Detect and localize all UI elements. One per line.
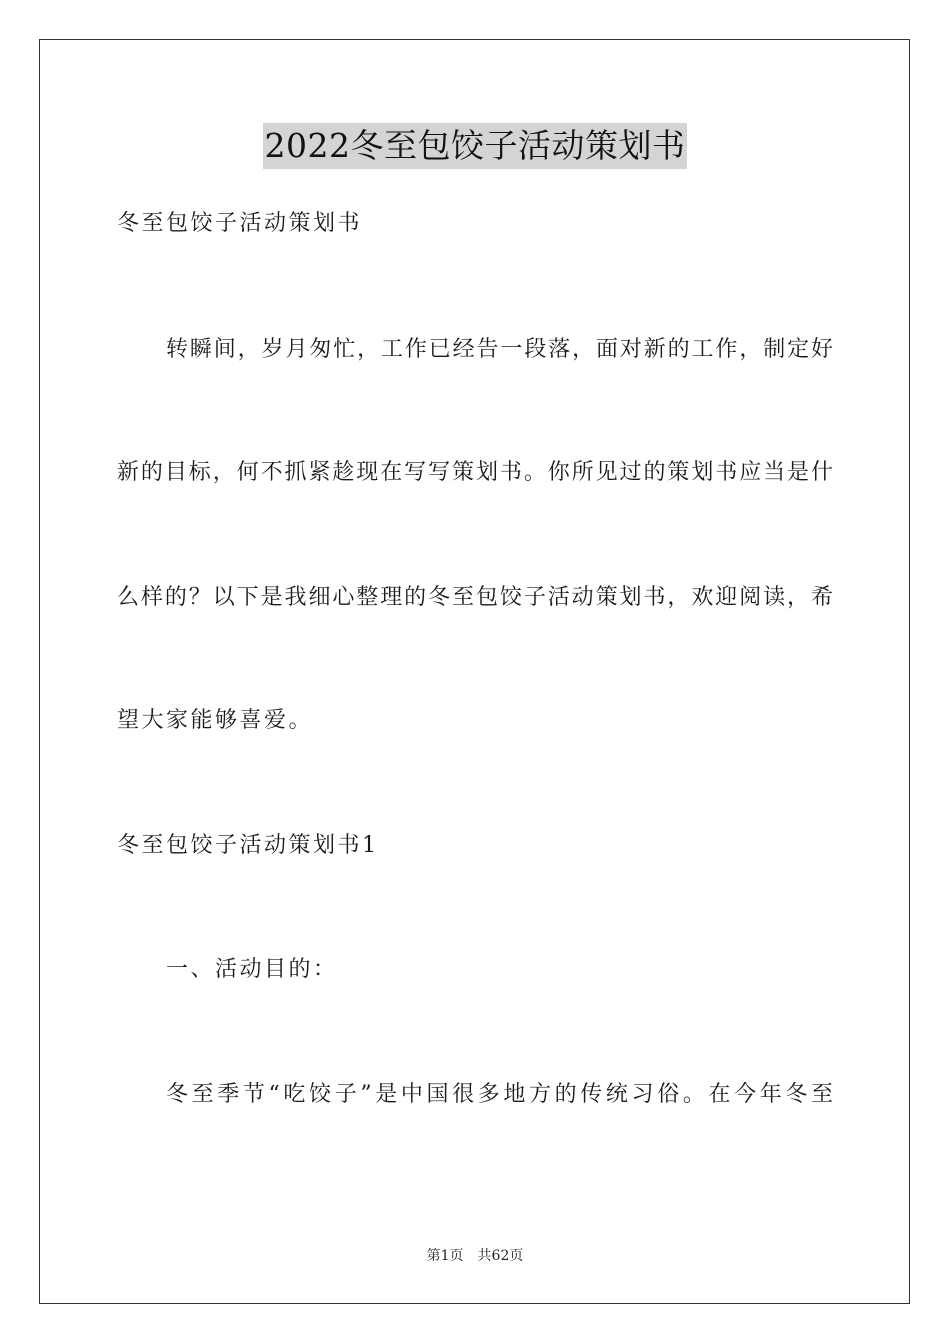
title-container [0, 123, 950, 169]
paragraph-line: 新的目标，何不抓紧趁现在写写策划书。你所见过的策划书应当是什 [117, 460, 833, 485]
page-number-footer: 第1页 共62页 [426, 1248, 524, 1264]
paragraph-line: 么样的？以下是我细心整理的冬至包饺子活动策划书，欢迎阅读，希 [117, 585, 833, 610]
paragraph-line: 望大家能够喜爱。 [117, 708, 314, 733]
section-heading: 冬至包饺子活动策划书1 [117, 833, 379, 858]
paragraph-line: 冬至季节“吃饺子”是中国很多地方的传统习俗。在今年冬至 [166, 1082, 833, 1107]
subsection-heading: 一、活动目的： [166, 957, 338, 982]
document-title: 2022冬至包饺子活动策划书 [263, 123, 688, 169]
subtitle-line: 冬至包饺子活动策划书 [117, 211, 363, 236]
paragraph-line: 转瞬间，岁月匆忙，工作已经告一段落，面对新的工作，制定好 [166, 337, 833, 362]
